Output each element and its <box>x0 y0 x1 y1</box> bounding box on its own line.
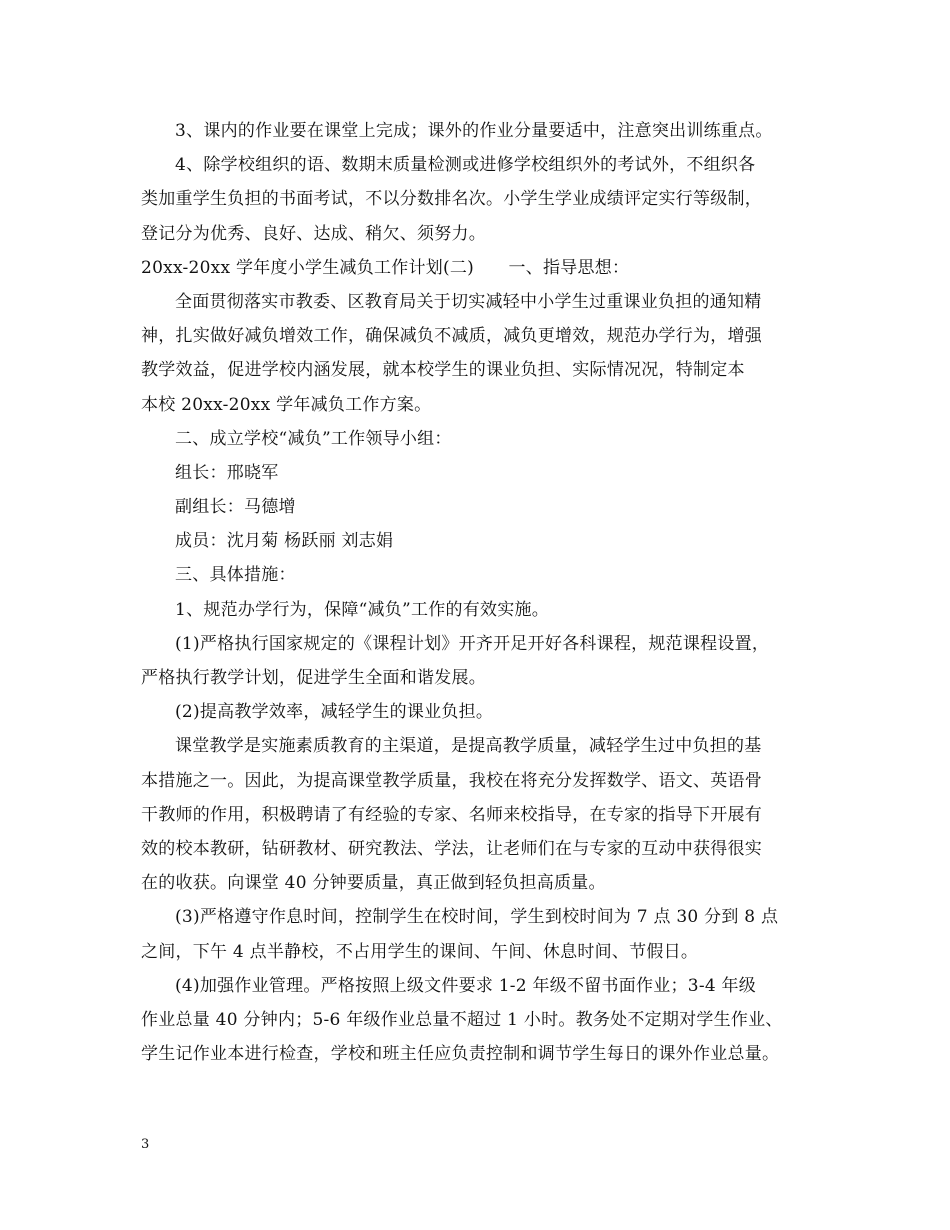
text-line: 20xx-20xx 学年度小学生减负工作计划(二) 一、指导思想： <box>141 257 630 278</box>
text-line: 严格执行教学计划，促进学生全面和谐发展。 <box>141 668 486 688</box>
text-line: 登记分为优秀、良好、达成、稍欠、须努力。 <box>141 223 486 244</box>
text-line: 3、课内的作业要在课堂上完成；课外的作业分量要适中，注意突出训练重点。 <box>175 121 773 141</box>
text-line: 神，扎实做好减负增效工作，确保减负不减质，减负更增效，规范办学行为，增强 <box>141 326 762 347</box>
text-line: (2)提高教学效率，减轻学生的课业负担。 <box>175 702 494 723</box>
text-line: 副组长：马德增 <box>175 497 296 518</box>
text-line: 效的校本教研，钻研教材、研究教法、学法，让老师们在与专家的互动中获得很实 <box>141 838 762 859</box>
text-line: 本措施之一。因此，为提高课堂教学质量，我校在将充分发挥数学、语文、英语骨 <box>141 770 762 791</box>
text-line: 之间，下午 4 点半静校，不占用学生的课间、午间、休息时间、节假日。 <box>141 941 699 962</box>
text-line: 三、具体措施： <box>175 565 296 586</box>
text-line: 学生记作业本进行检查，学校和班主任应负责控制和调节学生每日的课外作业总量。 <box>141 1044 780 1065</box>
text-line: 1、规范办学行为，保障“减负”工作的有效实施。 <box>175 599 549 620</box>
text-line: 作业总量 40 分钟内；5-6 年级作业总量不超过 1 小时。教务处不定期对学生作业、 <box>141 1009 783 1030</box>
text-line: 组长：邢晓军 <box>175 462 279 483</box>
text-line: 课堂教学是实施素质教育的主渠道，是提高教学质量，减轻学生过中负担的基 <box>175 736 762 757</box>
text-line: 类加重学生负担的书面考试，不以分数排名次。小学生学业成绩评定实行等级制， <box>141 189 762 210</box>
text-line: 4、除学校组织的语、数期末质量检测或进修学校组织外的考试外，不组织各 <box>175 155 756 176</box>
text-line: 二、成立学校“减负”工作领导小组： <box>175 428 452 449</box>
page-number: 3 <box>141 1137 150 1152</box>
document-body <box>141 114 821 1071</box>
text-line: (3)严格遵守作息时间，控制学生在校时间，学生到校时间为 7 点 30 分到 8 点 <box>175 907 779 928</box>
text-line: (4)加强作业管理。严格按照上级文件要求 1-2 年级不留书面作业；3-4 年级 <box>175 975 757 996</box>
text-line: 本校 20xx-20xx 学年减负工作方案。 <box>141 394 432 415</box>
text-line: 在的收获。向课堂 40 分钟要质量，真正做到轻负担高质量。 <box>141 873 606 894</box>
text-line: 教学效益，促进学校内涵发展，就本校学生的课业负担、实际情况况，特制定本 <box>141 360 745 381</box>
text-line: (1)严格执行国家规定的《课程计划》开齐开足开好各科课程，规范课程设置， <box>175 633 770 654</box>
text-line: 干教师的作用，积极聘请了有经验的专家、名师来校指导，在专家的指导下开展有 <box>141 804 762 825</box>
text-line: 全面贯彻落实市教委、区教育局关于切实减轻中小学生过重课业负担的通知精 <box>175 291 762 312</box>
text-line: 成员：沈月菊 杨跃丽 刘志娟 <box>175 531 394 552</box>
